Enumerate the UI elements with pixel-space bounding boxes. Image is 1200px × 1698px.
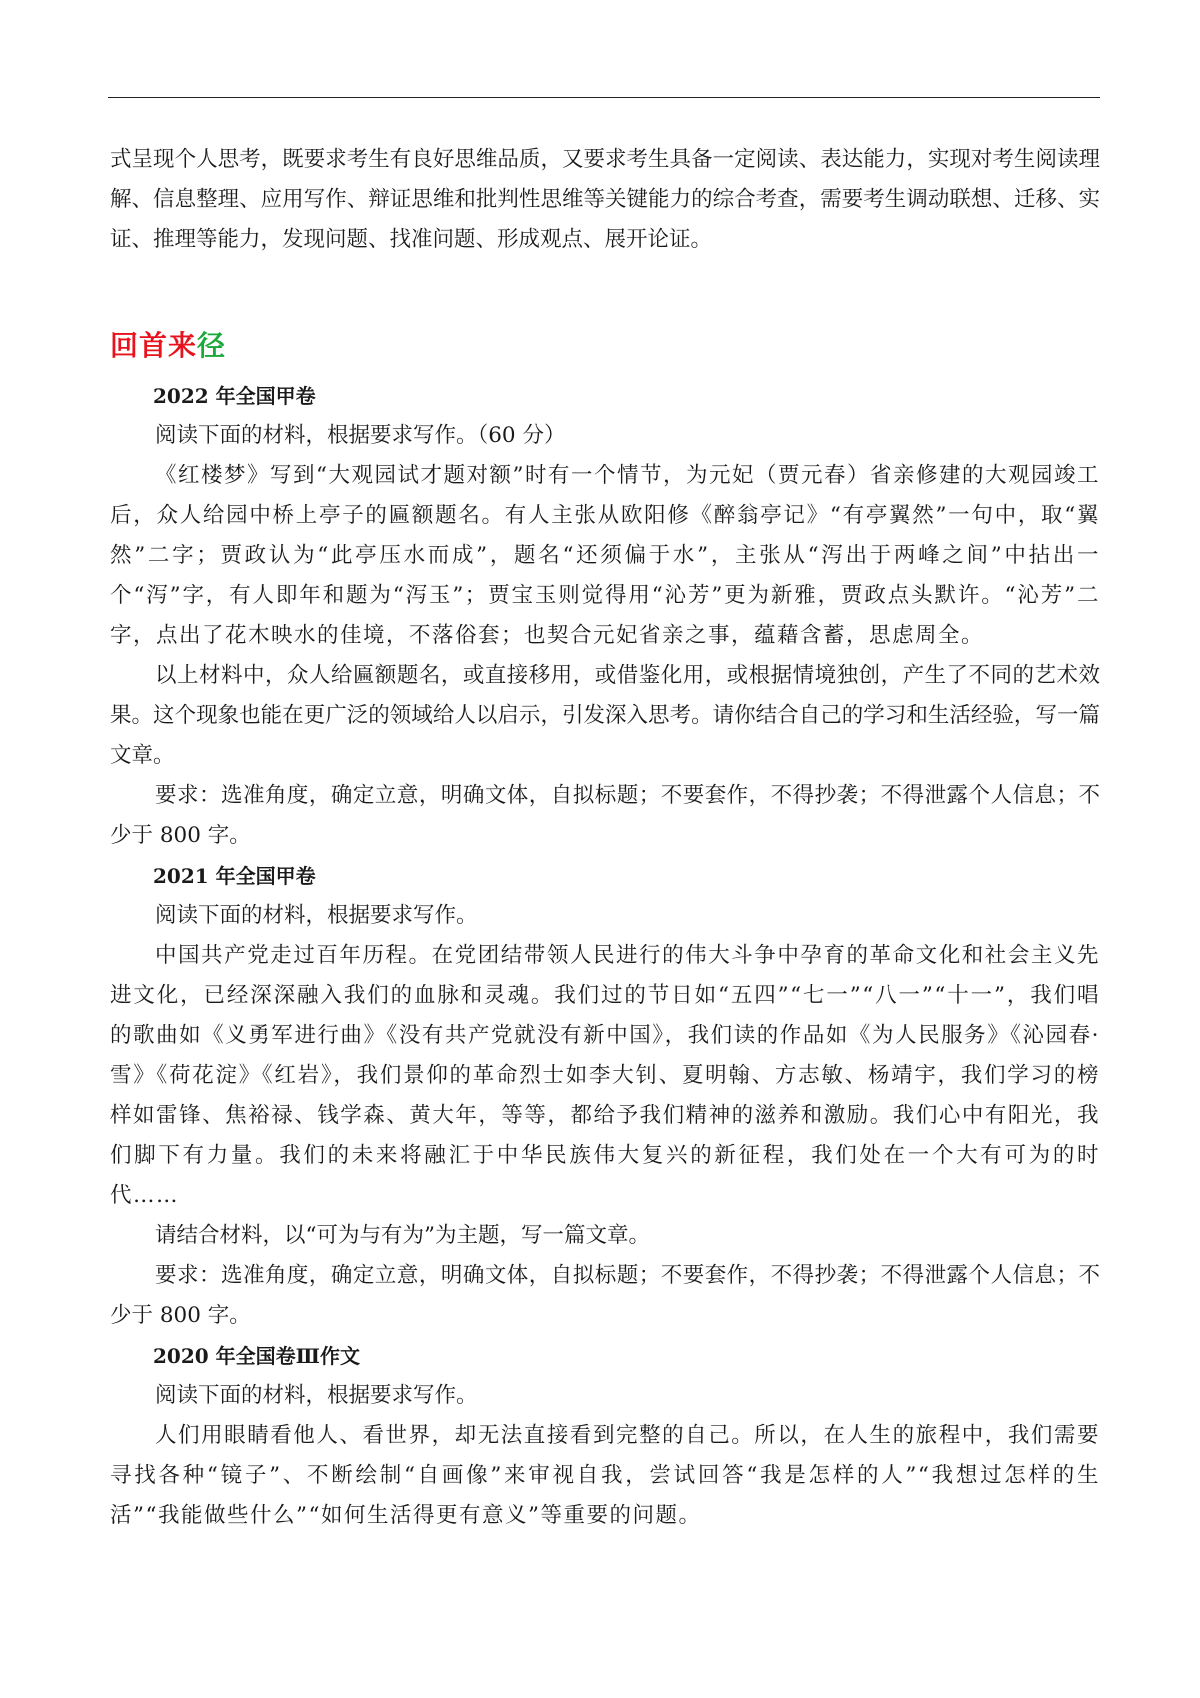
exam-instruction: 阅读下面的材料，根据要求写作。（60 分）	[155, 423, 566, 448]
exam-prompt: 以上材料中，众人给匾额题名，或直接移用，或借鉴化用，或根据情境独创，产生了不同的艺术效果。这个现象也能在更广泛的领域给人以启示，引发深入思考。请你结合自己的学习和生活经验，写一篇文章。	[110, 663, 1100, 768]
exam-material: 人们用眼睛看他人、看世界，却无法直接看到完整的自己。所以，在人生的旅程中，我们需要寻找各种“镜子”、不断绘制“自画像”来审视自我，尝试回答“我是怎样的人”“我想过怎样的生活”“我能做些什么”“如何生活得更有意义”等重要的问题。	[110, 1423, 1100, 1528]
exam-material: 中国共产党走过百年历程。在党团结带领人民进行的伟大斗争中孕育的革命文化和社会主义先进文化，已经深深融入我们的血脉和灵魂。我们过的节日如“五四”“七一”“八一”“十一”，我们唱的歌曲如《义勇军进行曲》《没有共产党就没有新中国》，我们读的作品如《为人民服务》《沁园春·雪》《荷花淀》《红岩》，我们景仰的革命烈士如李大钊、夏明翰、方志敏、杨靖宇，我们学习的榜样如雷锋、焦裕禄、钱学森、黄大年，等等，都给予我们精神的滋养和激励。我们心中有阳光，我们脚下有力量。我们的未来将融汇于中华民族伟大复兴的新征程，我们处在一个大有可为的时代……	[110, 943, 1100, 1208]
exam-instruction: 阅读下面的材料，根据要求写作。	[155, 903, 478, 928]
section-title-part2: 径	[197, 329, 227, 362]
intro-paragraph: 式呈现个人思考，既要求考生有良好思维品质，又要求考生具备一定阅读、表达能力，实现对考生阅读理解、信息整理、应用写作、辩证思维和批判性思维等关键能力的综合考查，需要考生调动联想、迁移、实证、推理等能力，发现问题、找准问题、形成观点、展开论证。	[110, 147, 1100, 252]
section-title-part1: 回首来	[110, 329, 198, 362]
section-title	[110, 316, 1100, 376]
document-body	[110, 140, 1100, 1536]
exam-material: 《红楼梦》写到“大观园试才题对额”时有一个情节，为元妃（贾元春）省亲修建的大观园竣工后，众人给园中桥上亭子的匾额题名。有人主张从欧阳修《醉翁亭记》“有亭翼然”一句中，取“翼然”二字；贾政认为“此亭压水而成”，题名“还须偏于水”，主张从“泻出于两峰之间”中拈出一个“泻”字，有人即年和题为“泻玉”；贾宝玉则觉得用“沁芳”更为新雅，贾政点头默许。“沁芳”二字，点出了花木映水的佳境，不落俗套；也契合元妃省亲之事，蕴藉含蓄，思虑周全。	[110, 463, 1100, 648]
exam-prompt: 请结合材料，以“可为与有为”为主题，写一篇文章。	[155, 1223, 650, 1248]
header-rule	[108, 97, 1100, 98]
exam-requirement: 要求：选准角度，确定立意，明确文体，自拟标题；不要套作，不得抄袭；不得泄露个人信息；不少于 800 字。	[110, 1263, 1100, 1328]
exam-instruction: 阅读下面的材料，根据要求写作。	[155, 1383, 478, 1408]
exam-requirement: 要求：选准角度，确定立意，明确文体，自拟标题；不要套作，不得抄袭；不得泄露个人信息；不少于 800 字。	[110, 783, 1100, 848]
exam-year-heading: 2020 年全国卷Ⅲ作文	[153, 1344, 360, 1368]
exam-year-heading: 2021 年全国甲卷	[153, 864, 316, 888]
exam-year-heading: 2022 年全国甲卷	[153, 384, 316, 408]
